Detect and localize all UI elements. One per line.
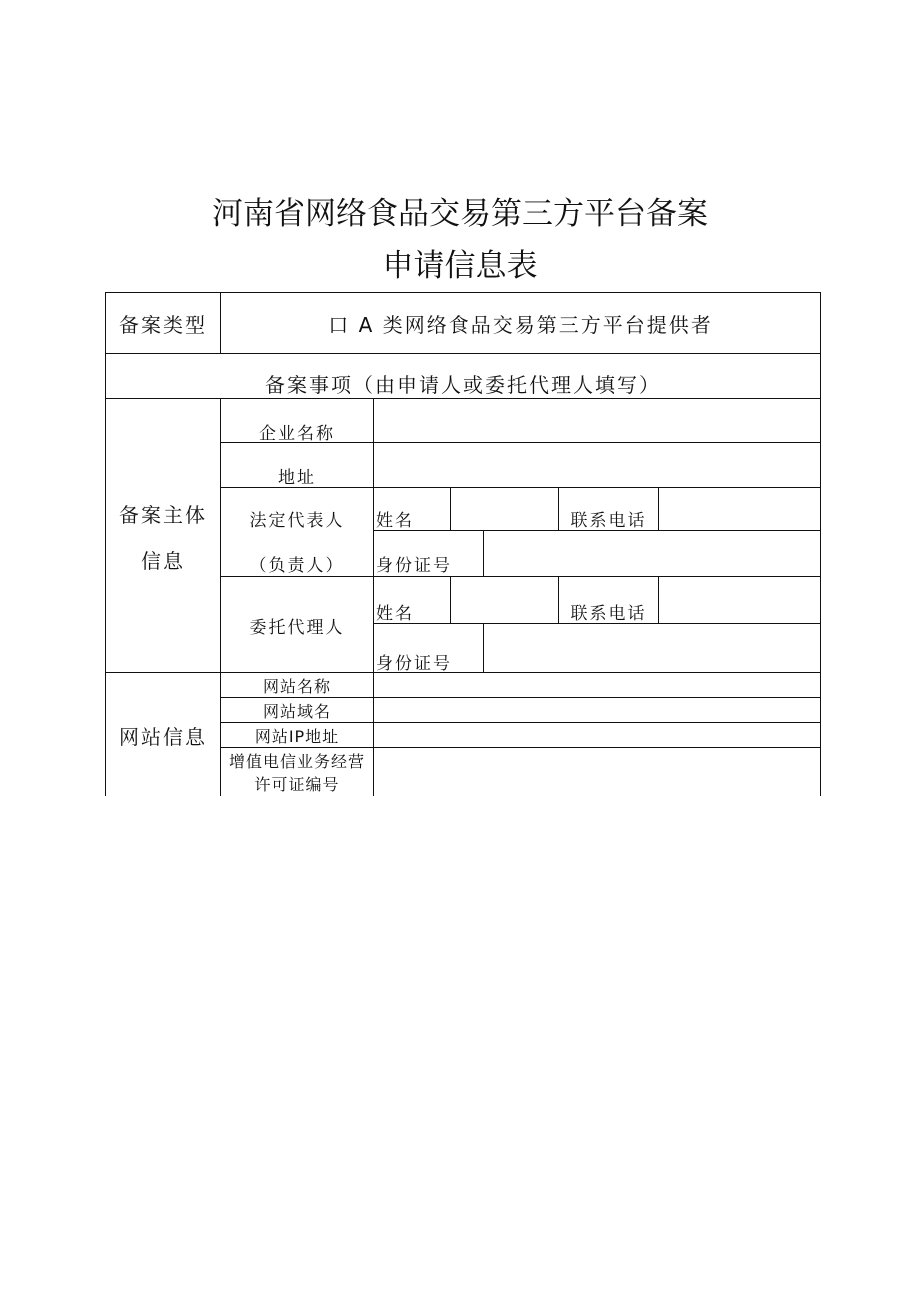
agent-id-input[interactable] — [484, 624, 820, 672]
legal-rep-label: （负责人） — [249, 555, 345, 576]
legal-rep-phone-input[interactable] — [659, 488, 820, 530]
agent-phone-input[interactable] — [659, 577, 820, 623]
company-name-input[interactable] — [374, 399, 820, 442]
legal-rep-phone-label: 联系电话 — [570, 510, 647, 531]
website-name-label: 网站名称 — [262, 676, 331, 696]
agent-phone-label: 联系电话 — [570, 603, 647, 624]
company-name-label: 企业名称 — [259, 423, 335, 444]
website-ip-input[interactable] — [374, 723, 820, 747]
entity-info-label: 信息 — [141, 548, 185, 573]
website-info-label: 网站信息 — [119, 724, 207, 749]
filing-type-option-checkbox[interactable]: 口 A 类网络食品交易第三方平台提供者 — [328, 312, 713, 337]
website-domain-input[interactable] — [374, 698, 820, 722]
entity-info-label: 备案主体 — [119, 502, 207, 527]
agent-name-label: 姓名 — [376, 603, 414, 624]
website-ip-label: 网站IP地址 — [254, 726, 340, 746]
agent-label: 委托代理人 — [249, 617, 345, 638]
telecom-license-input[interactable] — [374, 748, 820, 796]
telecom-license-label: 许可证编号 — [254, 775, 340, 794]
filing-type-label: 备案类型 — [119, 312, 207, 337]
address-input[interactable] — [374, 443, 820, 487]
row-divider — [105, 353, 821, 354]
agent-name-input[interactable] — [451, 577, 558, 623]
section-header: 备案事项（由申请人或委托代理人填写） — [265, 372, 661, 397]
website-domain-label: 网站域名 — [262, 701, 331, 721]
legal-rep-name-input[interactable] — [451, 488, 558, 530]
legal-rep-label: 法定代表人 — [249, 510, 345, 531]
legal-rep-id-label: 身份证号 — [376, 555, 452, 576]
table-border-right — [820, 292, 821, 796]
legal-rep-id-input[interactable] — [484, 531, 820, 576]
form-title-line1: 河南省网络食品交易第三方平台备案 — [212, 196, 708, 232]
telecom-license-label: 增值电信业务经营 — [228, 752, 365, 771]
address-label: 地址 — [278, 467, 316, 488]
form-title-line2: 申请信息表 — [382, 248, 538, 284]
website-name-input[interactable] — [374, 673, 820, 697]
legal-rep-name-label: 姓名 — [376, 510, 414, 531]
agent-id-label: 身份证号 — [376, 653, 452, 674]
